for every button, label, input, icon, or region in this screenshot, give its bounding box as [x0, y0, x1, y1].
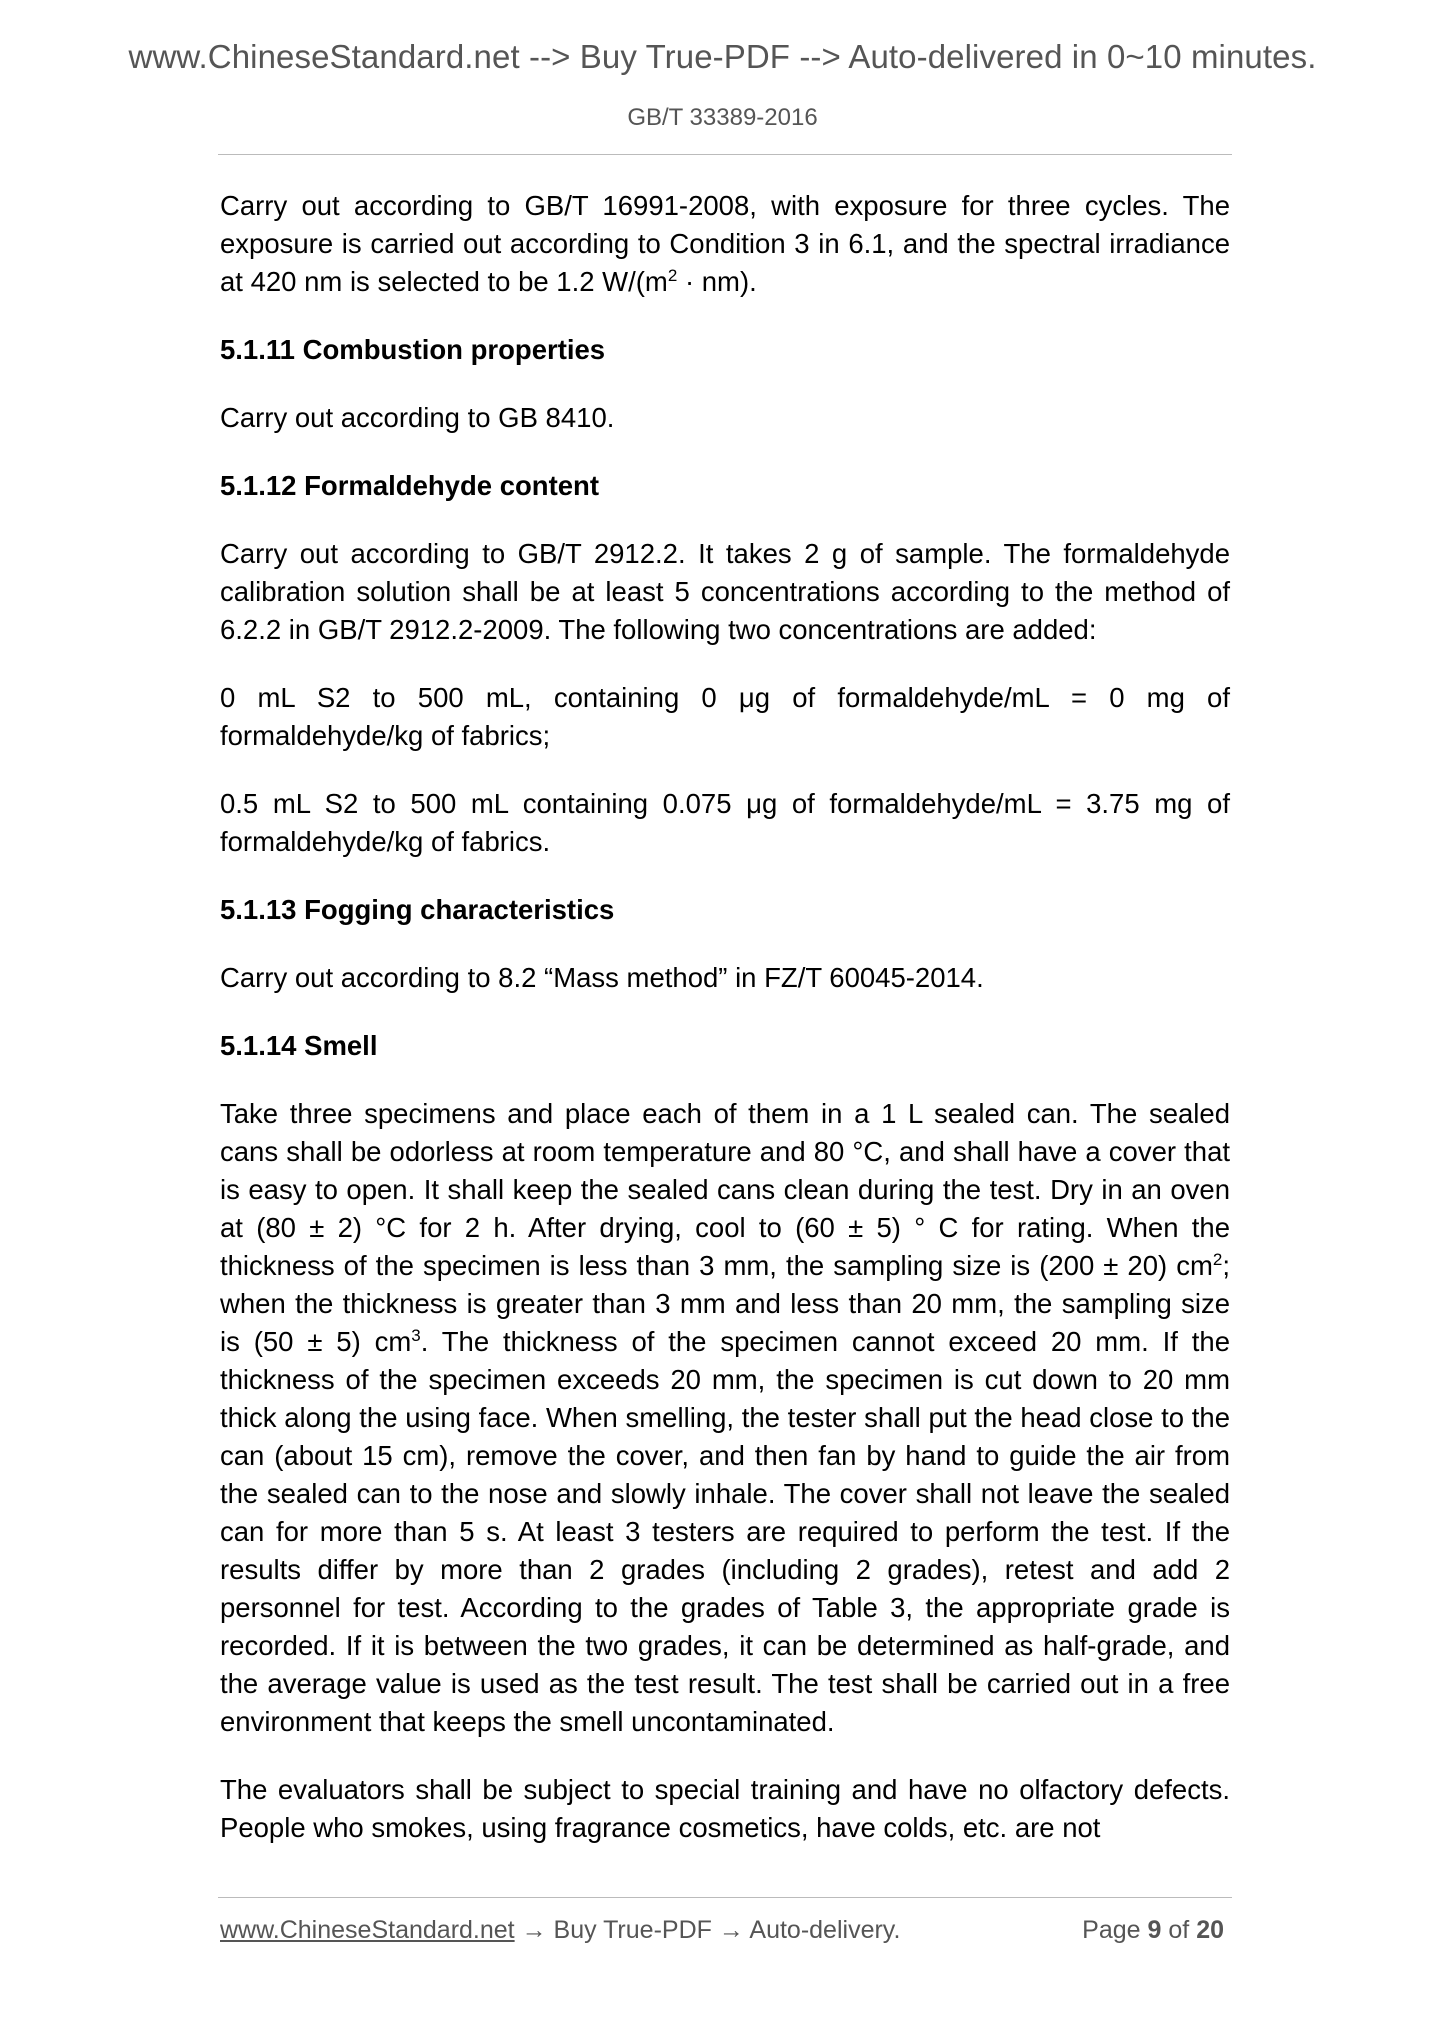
- heading-5-1-11: 5.1.11 Combustion properties: [220, 334, 606, 365]
- heading-5-1-13: 5.1.13 Fogging characteristics: [220, 894, 615, 925]
- page-total: 20: [1196, 1916, 1224, 1944]
- paragraph-concentration-1: 0 mL S2 to 500 mL, containing 0 μg of formaldehyde/mL = 0 mg of formaldehyde/kg of fabrics;: [220, 682, 1230, 751]
- heading-5-1-12: 5.1.12 Formaldehyde content: [220, 470, 599, 501]
- paragraph-text: Carry out according to GB/T 16991-2008, with exposure for three cycles. The exposure is carried out according to Condition 3 in 6.1, and the spectral irradiance at 420 nm is selected to be 1.2 W/(m: [220, 190, 1230, 297]
- superscript: 3: [411, 1326, 421, 1345]
- page-label: Page: [1082, 1916, 1141, 1944]
- footer-site-link[interactable]: www.ChineseStandard.net: [220, 1916, 515, 1944]
- page-indicator: [1082, 1916, 1224, 1945]
- paragraph-evaluators: The evaluators shall be subject to special training and have no olfactory defects. People who smokes, using fragrance cosmetics, have colds, etc. are not: [220, 1774, 1230, 1843]
- paragraph-concentration-2: 0.5 mL S2 to 500 mL containing 0.075 μg of formaldehyde/mL = 3.75 mg of formaldehyde/kg of fabrics.: [220, 788, 1230, 857]
- paragraph-text: ; when the thickness is greater than 3 mm and less than 20 mm, the sampling size is (50 ± 5) cm: [220, 1250, 1230, 1357]
- page-number: 9: [1147, 1916, 1162, 1944]
- superscript: 2: [667, 266, 678, 285]
- paragraph-5-1-14: [220, 1095, 1230, 1741]
- paragraph-5-1-12: Carry out according to GB/T 2912.2. It takes 2 g of sample. The formaldehyde calibration solution shall be at least 5 concentrations according to the method of 6.2.2 in GB/T 2912.2-2009. The following two concentrations are added:: [220, 538, 1230, 645]
- page-of-label: of: [1168, 1916, 1190, 1944]
- header-divider: [218, 154, 1232, 155]
- paragraph-5-1-11: Carry out according to GB 8410.: [220, 402, 615, 433]
- top-banner: www.ChineseStandard.net --> Buy True-PDF --> Auto-delivered in 0~10 minutes.: [128, 38, 1317, 75]
- paragraph-text: · nm).: [677, 266, 757, 297]
- heading-5-1-14: 5.1.14 Smell: [220, 1030, 378, 1061]
- footer-tagline: → Buy True-PDF → Auto-delivery.: [514, 1916, 901, 1944]
- page-footer: [220, 1916, 1230, 1945]
- paragraph-text: . The thickness of the specimen cannot exceed 20 mm. If the thickness of the specimen exceeds 20 mm, the specimen is cut down to 20 mm thick along the using face. When smelling, the tester shall put the head close to the can (about 15 cm), remove the cover, and then fan by hand to guide the air from the sealed can to the nose and slowly inhale. The cover shall not leave the sealed can for more than 5 s. At least 3 testers are required to perform the test. If the results differ by more than 2 grades (including 2 grades), retest and add 2 personnel for test. According to the grades of Table 3, the appropriate grade is recorded. If it is between the two grades, it can be determined as half-grade, and the average value is used as the test result. The test shall be carried out in a free environment that keeps the smell uncontaminated.: [220, 1326, 1230, 1737]
- document-id: GB/T 33389-2016: [627, 104, 818, 131]
- paragraph-light-exposure: [220, 187, 1230, 301]
- footer-divider: [218, 1897, 1232, 1898]
- paragraph-5-1-13: Carry out according to 8.2 “Mass method” in FZ/T 60045-2014.: [220, 962, 984, 993]
- superscript: 2: [1212, 1250, 1223, 1269]
- page-content: [220, 187, 1230, 1877]
- paragraph-text: Take three specimens and place each of them in a 1 L sealed can. The sealed cans shall be odorless at room temperature and 80 °C, and shall have a cover that is easy to open. It shall keep the sealed cans clean during the test. Dry in an oven at (80 ± 2) °C for 2 h. After drying, cool to (60 ± 5) ° C for rating. When the thickness of the specimen is less than 3 mm, the sampling size is (200 ± 20) cm: [220, 1098, 1230, 1281]
